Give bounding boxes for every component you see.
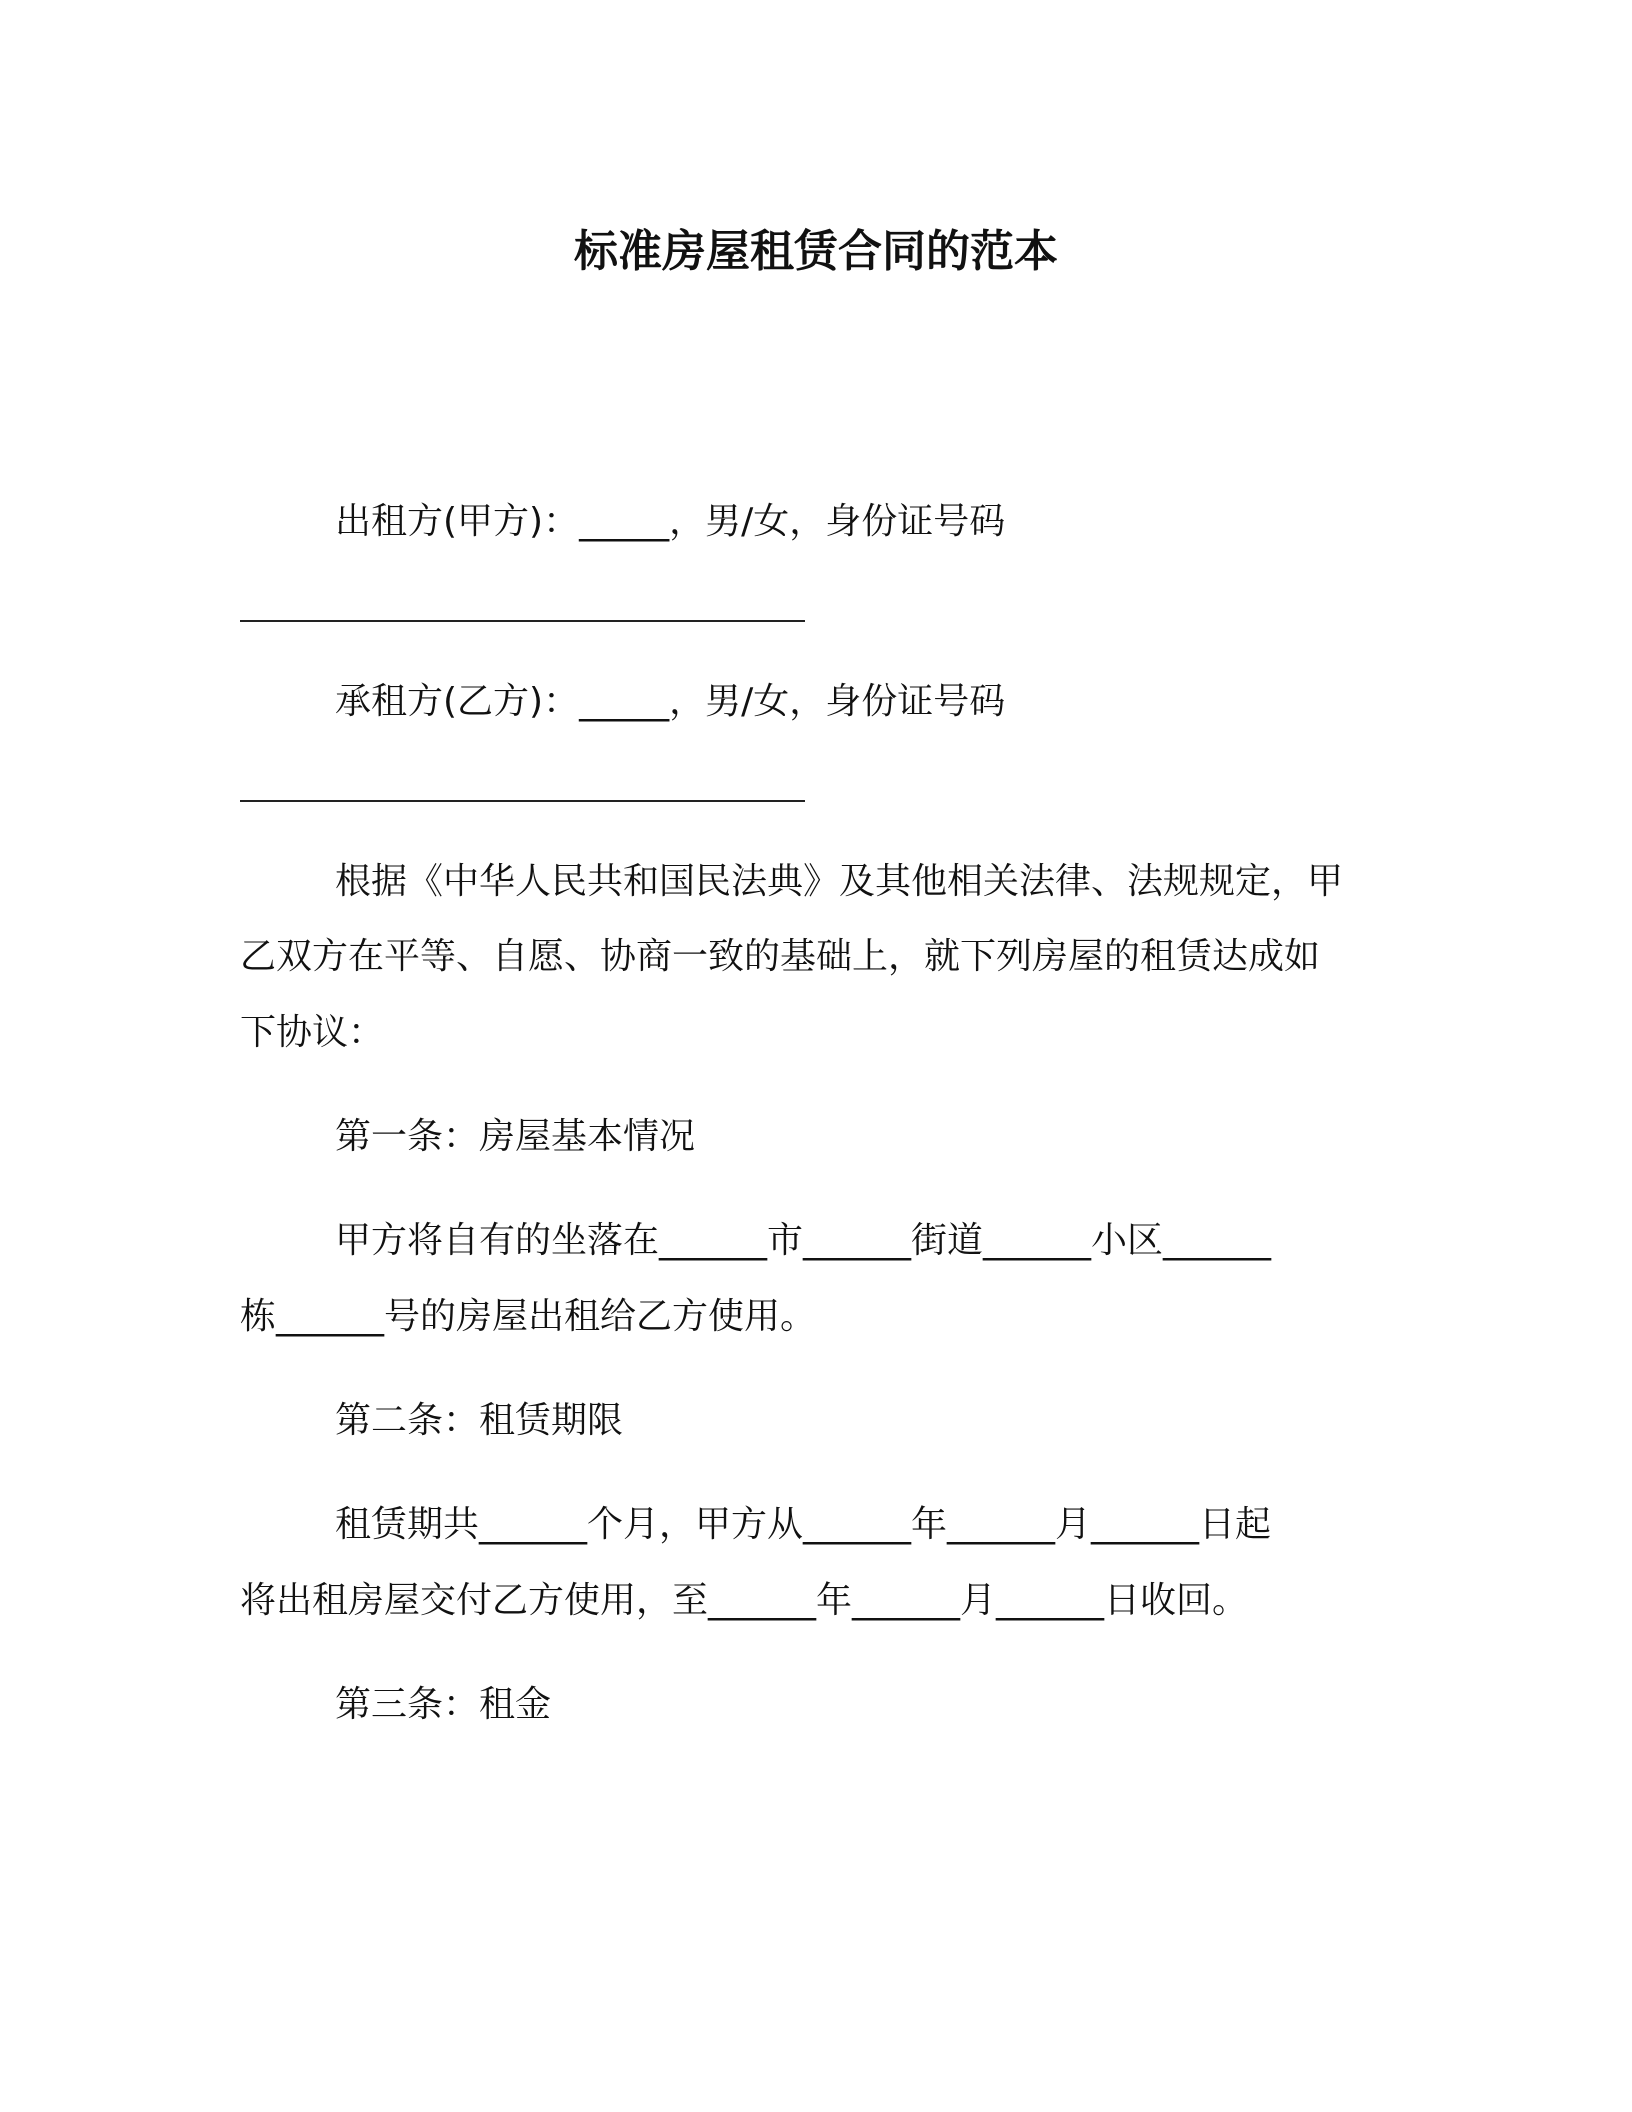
article-2-heading: 第二条：租赁期限: [335, 1400, 624, 1441]
preamble-line-1: 根据《中华人民共和国民法典》及其他相关法律、法规规定，甲: [335, 861, 1344, 902]
article-1-heading: 第一条：房屋基本情况: [335, 1116, 696, 1157]
preamble-line-3: 下协议：: [240, 1012, 385, 1053]
article-2-line-1: 租赁期共______个月，甲方从______年______月______日起: [335, 1504, 1272, 1545]
article-3-heading: 第三条：租金: [335, 1684, 552, 1725]
article-1-line-2: 栋______号的房屋出租给乙方使用。: [240, 1296, 817, 1337]
lessee-line: 承租方(乙方)：_____，男/女，身份证号码: [335, 681, 1006, 722]
document-title: 标准房屋租赁合同的范本: [574, 226, 1058, 277]
lessor-id-blank: [240, 620, 805, 622]
lessee-id-blank: [240, 800, 805, 802]
lessor-line: 出租方(甲方)：_____，男/女，身份证号码: [335, 501, 1006, 542]
preamble-line-2: 乙双方在平等、自愿、协商一致的基础上，就下列房屋的租赁达成如: [240, 936, 1321, 977]
article-2-line-2: 将出租房屋交付乙方使用，至______年______月______日收回。: [240, 1580, 1249, 1621]
article-1-line-1: 甲方将自有的坐落在______市______街道______小区______: [335, 1220, 1272, 1261]
